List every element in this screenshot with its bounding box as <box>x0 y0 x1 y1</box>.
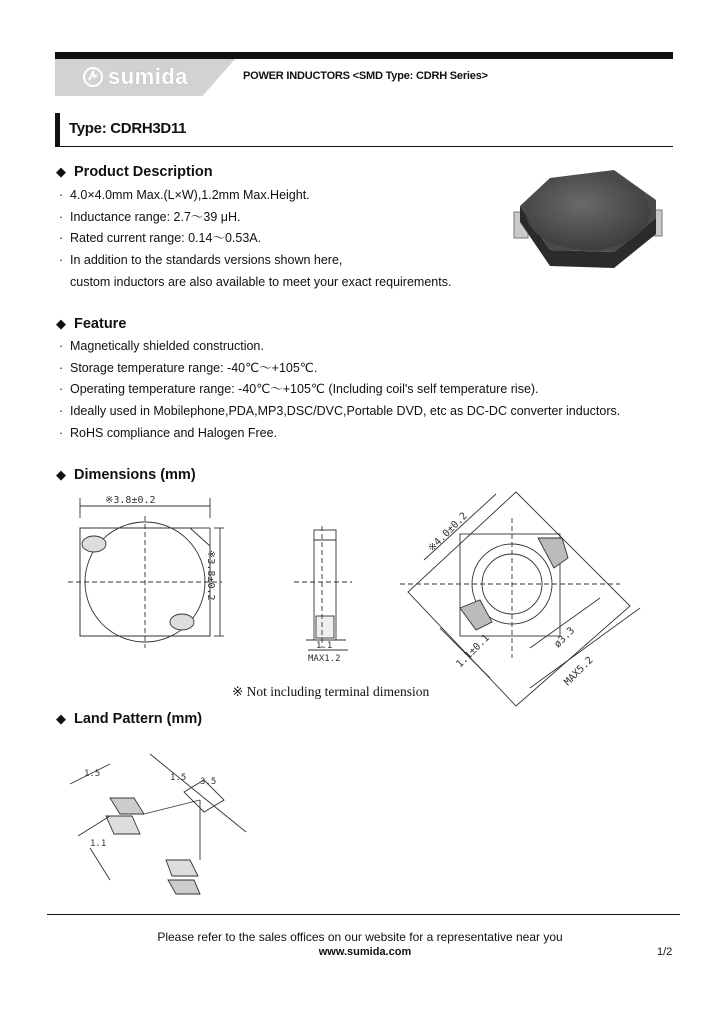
product-description-list <box>59 185 451 294</box>
list-item: · Inductance range: 2.7～39 μH. <box>59 209 241 224</box>
list-item-continuation: custom inductors are also available to meet your exact requirements. <box>70 274 452 289</box>
dimension-note: ※ Not including terminal dimension <box>232 684 430 699</box>
sumida-mark-icon <box>82 66 104 88</box>
type-bar <box>55 113 60 147</box>
diamond-bullet-icon: ◆ <box>56 316 66 331</box>
land-pattern-drawing <box>60 740 260 900</box>
dim-height-label: ※3.8±0.2 <box>205 550 216 601</box>
diamond-bullet-icon: ◆ <box>56 711 66 726</box>
product-description-title: Product Description <box>74 164 213 180</box>
feature-title: Feature <box>74 316 127 332</box>
footer-note: Please refer to the sales offices on our website for a representative near you <box>157 930 563 944</box>
brand-name: sumida <box>108 64 189 89</box>
dim-diameter-label: ø3.3 <box>552 625 578 651</box>
type-label: Type: CDRH3D11 <box>69 120 187 137</box>
dimensions-drawing <box>60 488 700 708</box>
dimensions-heading <box>56 467 196 483</box>
product-description-heading <box>56 164 213 180</box>
land-label-c: 1.1 <box>90 839 107 849</box>
diamond-bullet-icon: ◆ <box>56 467 66 482</box>
dimensions-title: Dimensions (mm) <box>74 467 196 483</box>
list-item: · 4.0×4.0mm Max.(L×W),1.2mm Max.Height. <box>59 188 310 202</box>
feature-heading <box>56 316 126 332</box>
list-item: · In addition to the standards versions shown here, <box>59 253 343 268</box>
land-label-a: 1.5 <box>84 769 101 779</box>
land-pattern-heading <box>56 711 202 727</box>
land-label-d: 1.5 <box>170 773 187 783</box>
land-label-b: 3.5 <box>200 777 217 787</box>
list-item: · Operating temperature range: -40℃～+105℃ (Including coil's self temperature rise). <box>59 382 539 397</box>
side-view <box>294 526 352 664</box>
top-view <box>68 495 224 648</box>
list-item: · Storage temperature range: -40℃～+105℃. <box>59 360 318 375</box>
feature-list <box>59 336 620 445</box>
dim-side-max-label: MAX1.2 <box>308 654 341 664</box>
dim-max-label: MAX5.2 <box>562 654 596 689</box>
diagonal-view <box>400 492 640 706</box>
diamond-bullet-icon: ◆ <box>56 164 66 179</box>
dim-diag-top-label: ※4.0±0.2 <box>426 510 470 555</box>
list-item: · Magnetically shielded construction. <box>59 339 264 353</box>
header-title: POWER INDUCTORS <SMD Type: CDRH Series> <box>243 70 488 82</box>
brand-logo <box>82 62 188 92</box>
dim-width-label: ※3.8±0.2 <box>105 495 156 506</box>
dim-pad-label: 1.1±0.1 <box>454 632 492 671</box>
page-number: 1/2 <box>657 946 673 958</box>
list-item: · Rated current range: 0.14～0.53A. <box>59 231 262 246</box>
list-item: · Ideally used in Mobilephone,PDA,MP3,DSC/DVC,Portable DVD, etc as DC-DC converter inductors. <box>59 404 621 419</box>
dim-side-width-label: 1.1 <box>316 641 333 651</box>
header-rule <box>55 52 673 59</box>
inductor-photo <box>510 160 670 280</box>
footer-website-link[interactable]: www.sumida.com <box>318 946 412 958</box>
footer-rule <box>47 914 680 915</box>
list-item: · RoHS compliance and Halogen Free. <box>59 425 278 440</box>
land-pattern-title: Land Pattern (mm) <box>74 711 203 727</box>
